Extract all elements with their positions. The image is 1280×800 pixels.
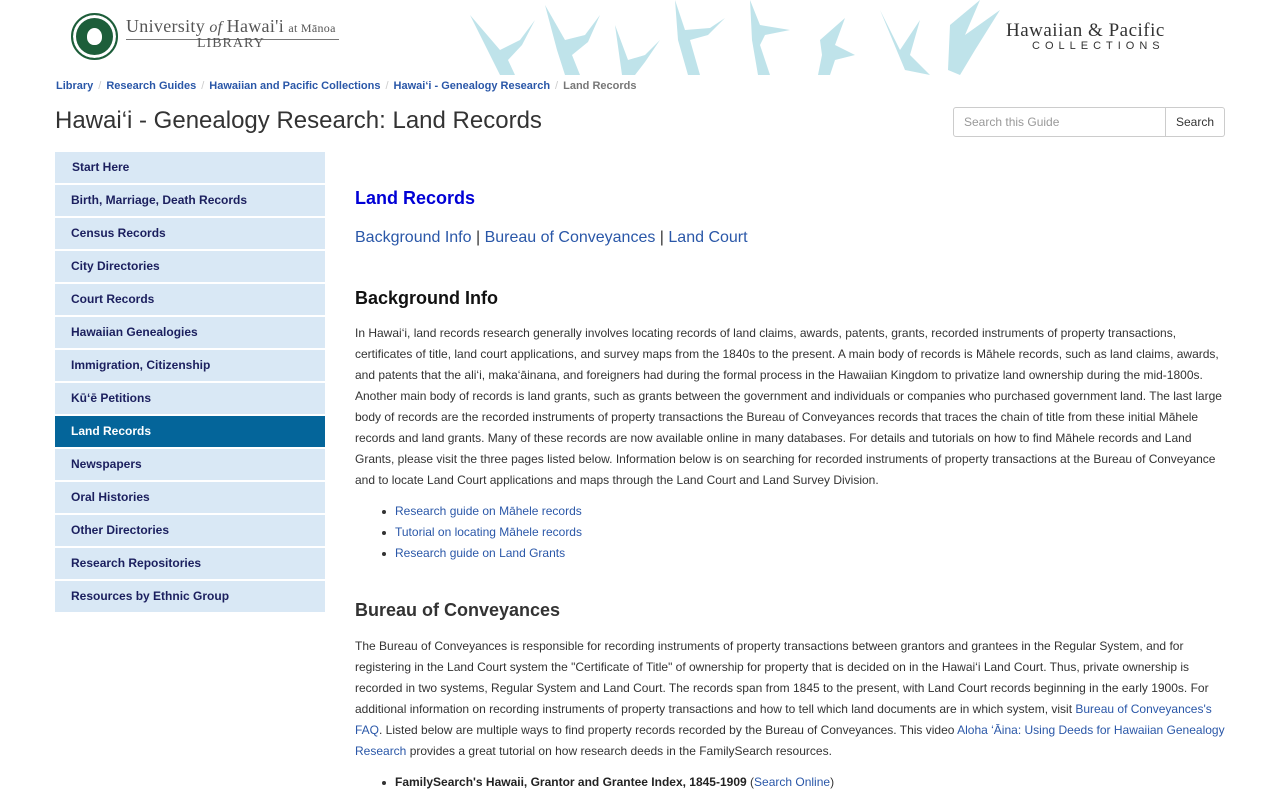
link-land-grants-guide[interactable]: Research guide on Land Grants [395, 546, 566, 560]
sidebar-item-court-records[interactable]: Court Records [55, 284, 325, 315]
breadcrumb-library[interactable]: Library [56, 80, 94, 92]
sidebar-item-hawaiian-genealogies[interactable]: Hawaiian Genealogies [55, 317, 325, 348]
list-item [395, 501, 582, 522]
bureau-paragraph: The Bureau of Conveyances is responsible for recording instruments of property transactions between grantors and grantees in the Regular System, and for registering in the Land Court system the "Certificate of Title" of ownership for property that is decided on in the Hawai‘i Land Court. Thus, private ownership is recorded in two systems, Regular System and Land Court. The records span from 1845 to the present, with Land Court records beginning in the early 1900s. For additional information on recording instruments of property transactions and how to tell which land documents are in which system, visit Bureau of Conveyances's FAQ. Listed below are multiple ways to find property records recorded by the Bureau of Conveyances. This video Aloha ‘Āina: Using Deeds for Hawaiian Genealogy Research provides a great tutorial on how research deeds in the FamilySearch resources. [355, 639, 1225, 758]
box-title: Land Records [355, 188, 476, 208]
list-item [395, 543, 582, 564]
jump-link-land-court[interactable]: Land Court [668, 229, 748, 246]
list-item [395, 522, 582, 543]
sidebar-item-kue-petitions[interactable]: Kū‘ē Petitions [55, 383, 325, 414]
guide-search-form [953, 107, 1225, 137]
collection-subtitle: COLLECTIONS [1032, 40, 1165, 52]
background-paragraph: In Hawai‘i, land records research generally involves locating records of land claims, awards, patents, grants, recorded instruments of property transactions, certificates of title, land court applications, and survey maps from the 1840s to the present. A main body of records is Māhele records, such as land claims, awards, and patents that the ali‘i, maka‘āinana, and foreigners had during the formal process in the Hawaiian Kingdom to privatize land ownership during the mid-1800s. Another main body of records is land grants, such as grants between the government and individuals or companies who purchased government land. The last large body of records are the recorded instruments of property transactions the Bureau of Conveyances records that traces the chain of title from these initial Māhele records and land grants. Many of these records are now available online in many databases. For details and tutorials on how to find Māhele records and Land Grants, please visit the three pages listed below. Information below is on searching for recorded instruments of property transactions at the Bureau of Conveyance and to locate Land Court applications and maps through the Land Court and Land Survey Division. [355, 326, 1222, 487]
search-button[interactable]: Search [1166, 107, 1225, 137]
sidebar-item-newspapers[interactable]: Newspapers [55, 449, 325, 480]
sidebar-item-research-repositories[interactable]: Research Repositories [55, 548, 325, 579]
link-aloha-aina-video[interactable]: Aloha ‘Āina: Using Deeds for Hawaiian Genealogy Research [355, 723, 1225, 758]
breadcrumb-research-guides[interactable]: Research Guides [106, 80, 197, 92]
sidebar-item-resources-by-ethnic-group[interactable]: Resources by Ethnic Group [55, 581, 325, 612]
search-input[interactable] [953, 107, 1166, 137]
sidebar-item-immigration[interactable]: Immigration, Citizenship [55, 350, 325, 381]
university-name[interactable]: University of Hawai'i at Mānoa [126, 16, 339, 40]
breadcrumb-separator: / [201, 80, 205, 92]
link-mahele-tutorial[interactable]: Tutorial on locating Māhele records [395, 525, 582, 539]
section-heading-bureau-of-conveyances: Bureau of Conveyances [355, 600, 561, 620]
breadcrumb-current: Land Records [563, 80, 637, 92]
collection-title[interactable]: Hawaiian & Pacific [1006, 20, 1165, 41]
jump-separator: | [471, 229, 485, 246]
link-bureau-faq[interactable]: Bureau of Conveyances's FAQ [355, 702, 1212, 737]
link-search-online[interactable]: Search Online [754, 775, 831, 789]
breadcrumb-separator: / [555, 80, 559, 92]
sidebar-item-start-here[interactable]: Start Here [55, 152, 325, 183]
list-item: FamilySearch's Hawaii, Grantor and Grantee Index, 1845-1909 (Search Online) [395, 772, 834, 793]
guide-sidebar-nav [55, 152, 325, 614]
section-heading-background-info: Background Info [355, 288, 498, 308]
link-mahele-research-guide[interactable]: Research guide on Māhele records [395, 504, 582, 518]
background-links-list [395, 501, 582, 564]
frigate-birds-graphic [460, 0, 1060, 75]
breadcrumb-separator: / [98, 80, 102, 92]
breadcrumb [56, 80, 636, 92]
resource-title: FamilySearch's Hawaii, Grantor and Grantee Index, 1845-1909 [395, 775, 747, 789]
jump-separator: | [655, 229, 669, 246]
library-label: LIBRARY [197, 36, 265, 51]
jump-links [355, 229, 748, 247]
page-title: Hawai‘i - Genealogy Research: Land Records [55, 107, 542, 134]
breadcrumb-hawaiian-pacific[interactable]: Hawaiian and Pacific Collections [209, 80, 381, 92]
uh-seal-icon[interactable] [71, 13, 118, 60]
sidebar-item-other-directories[interactable]: Other Directories [55, 515, 325, 546]
breadcrumb-separator: / [385, 80, 389, 92]
sidebar-item-census-records[interactable]: Census Records [55, 218, 325, 249]
header-banner [0, 0, 1280, 75]
sidebar-item-oral-histories[interactable]: Oral Histories [55, 482, 325, 513]
sidebar-item-city-directories[interactable]: City Directories [55, 251, 325, 282]
jump-link-bureau-of-conveyances[interactable]: Bureau of Conveyances [484, 229, 656, 246]
sidebar-item-land-records[interactable]: Land Records [55, 416, 325, 447]
sidebar-item-birth-marriage-death[interactable]: Birth, Marriage, Death Records [55, 185, 325, 216]
jump-link-background-info[interactable]: Background Info [355, 229, 472, 246]
bureau-resources-list [395, 772, 834, 793]
breadcrumb-genealogy[interactable]: Hawai‘i - Genealogy Research [393, 80, 551, 92]
